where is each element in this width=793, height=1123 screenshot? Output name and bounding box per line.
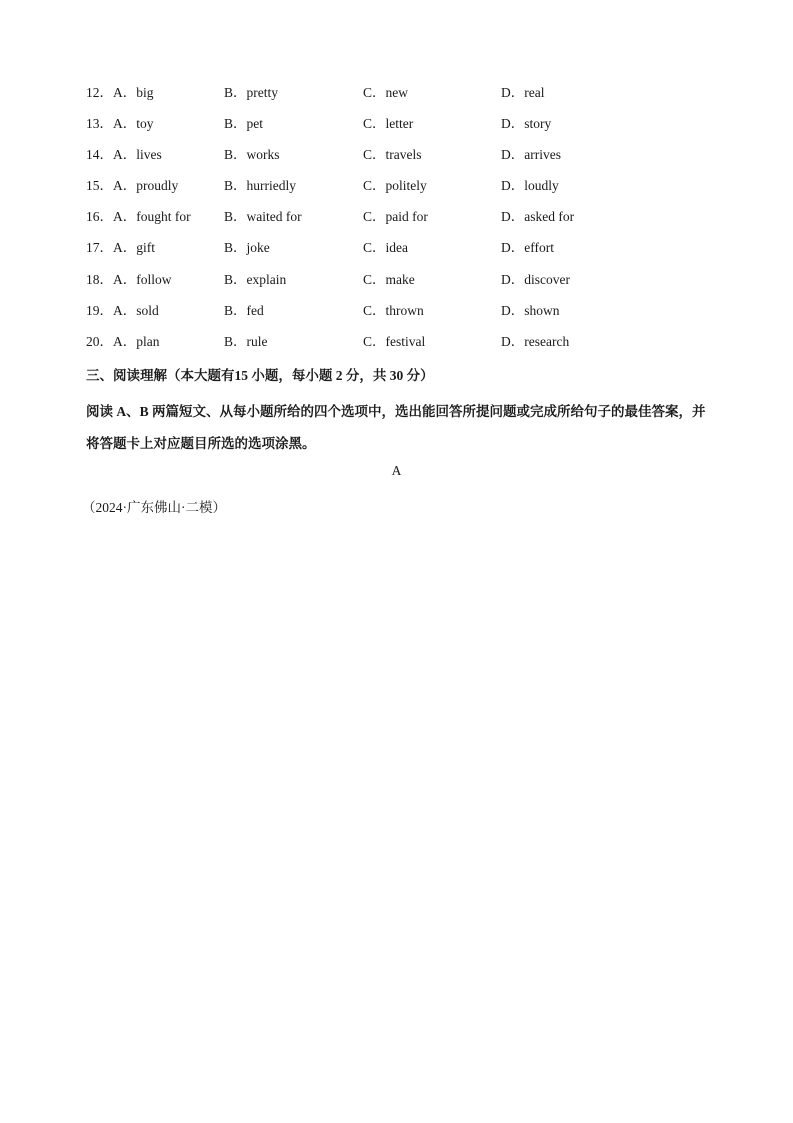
passage-source: （2024·广东佛山·二模） <box>82 500 226 515</box>
question-option-a: 12．A．big <box>86 85 154 100</box>
question-option-d: D．discover <box>501 271 570 287</box>
question-option-d: D．arrives <box>501 147 561 163</box>
question-option-a: 17．A．gift <box>86 240 155 256</box>
question-row <box>86 239 706 270</box>
question-row <box>86 115 706 146</box>
question-row <box>86 302 706 333</box>
question-option-c: C．paid for <box>363 209 428 225</box>
question-option-b: B．hurriedly <box>224 178 296 194</box>
question-option-b: B．pet <box>224 116 263 132</box>
question-option-a: 15．A．proudly <box>86 178 179 194</box>
question-option-c: C．festival <box>363 333 426 349</box>
question-option-c: C．idea <box>363 240 408 256</box>
question-option-d: D．story <box>501 116 552 132</box>
passage-label: A <box>391 463 402 478</box>
question-option-b: B．joke <box>224 240 270 256</box>
question-option-c: C．politely <box>363 178 427 194</box>
question-option-d: D．loudly <box>501 178 559 194</box>
question-option-b: B．pretty <box>224 85 278 100</box>
question-option-a: 14．A．lives <box>86 147 162 163</box>
question-row <box>86 146 706 177</box>
question-option-a: 13．A．toy <box>86 116 154 132</box>
question-option-b: B．rule <box>224 333 268 349</box>
question-option-c: C．letter <box>363 116 414 132</box>
question-option-a: 18．A．follow <box>86 271 172 287</box>
question-row <box>86 208 706 239</box>
question-row <box>86 333 706 364</box>
question-option-b: B．explain <box>224 271 287 287</box>
question-option-a: 20．A．plan <box>86 333 160 349</box>
section-title: 三、阅读理解（本大题有15 小题，每小题 2 分，共 30 分） <box>86 368 434 383</box>
question-option-b: B．fed <box>224 302 264 318</box>
question-option-d: D．real <box>501 85 545 100</box>
question-list <box>86 84 706 364</box>
question-option-b: B．waited for <box>224 209 302 225</box>
question-option-c: C．travels <box>363 147 422 163</box>
question-option-c: C．new <box>363 85 408 100</box>
question-option-d: D．effort <box>501 240 554 256</box>
question-option-d: D．shown <box>501 302 560 318</box>
section-instructions: 阅读 A、B 两篇短文、从每小题所给的四个选项中，选出能回答所提问题或完成所给句子的最佳答案，并将答题卡上对应题目所选的选项涂黑。 <box>86 404 706 451</box>
question-option-b: B．works <box>224 147 280 163</box>
question-option-a: 16．A．fought for <box>86 209 191 225</box>
question-option-d: D．asked for <box>501 209 575 225</box>
question-row <box>86 271 706 302</box>
question-row <box>86 84 706 115</box>
question-option-a: 19．A．sold <box>86 302 159 318</box>
question-row <box>86 177 706 208</box>
question-option-d: D．research <box>501 333 570 349</box>
question-option-c: C．thrown <box>363 302 424 318</box>
question-option-c: C．make <box>363 271 415 287</box>
